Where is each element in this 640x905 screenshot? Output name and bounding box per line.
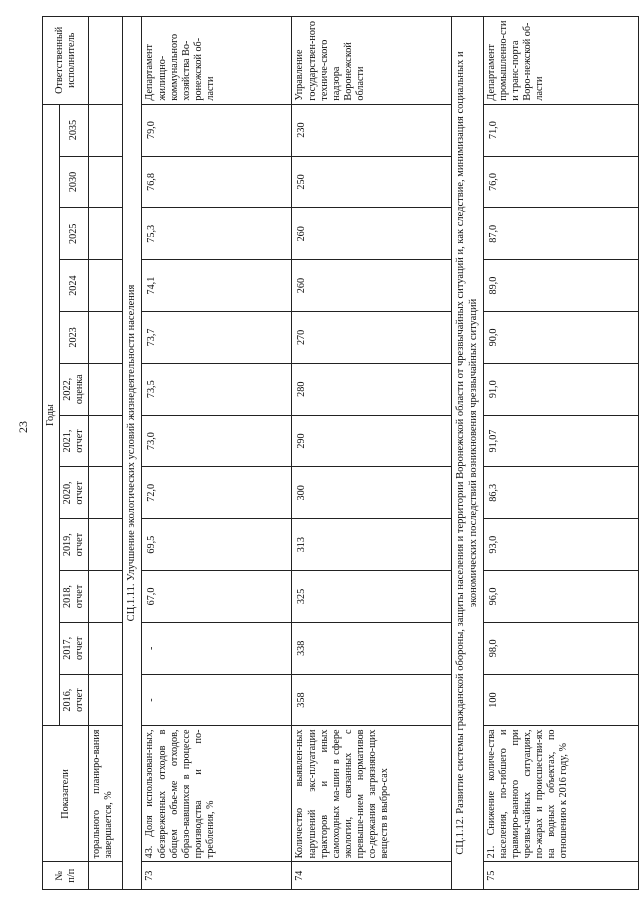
row-value xyxy=(89,156,123,208)
header-year: 2019, отчет xyxy=(60,518,89,570)
row-value: 358 xyxy=(292,674,452,726)
row-number: 75 xyxy=(484,861,639,889)
row-value: 280 xyxy=(292,363,452,415)
row-indicator: Количество выявлен-ных нарушений экс-плуатации тракторов и иных самоходных ма-шин в сфере экологии, связанных с превыше-нием нормативов со-держания загрязняю-щих веществ в выбро-сах xyxy=(292,726,452,862)
row-value: 76,0 xyxy=(484,156,639,208)
row-value xyxy=(89,466,123,518)
header-years-group: Годы xyxy=(43,104,60,726)
row-value: 91,07 xyxy=(484,415,639,467)
header-year: 2030 xyxy=(60,156,89,208)
row-number xyxy=(89,861,123,889)
row-value xyxy=(89,259,123,311)
row-value: 313 xyxy=(292,518,452,570)
row-value: - xyxy=(142,622,292,674)
row-number: 73 xyxy=(142,861,292,889)
row-value: 90,0 xyxy=(484,311,639,363)
row-value: 69,5 xyxy=(142,518,292,570)
rotated-table-page xyxy=(42,16,598,890)
row-value: 91,0 xyxy=(484,363,639,415)
row-value: 72,0 xyxy=(142,466,292,518)
row-value: 300 xyxy=(292,466,452,518)
header-year: 2017, отчет xyxy=(60,622,89,674)
row-value xyxy=(89,207,123,259)
header-year: 2025 xyxy=(60,207,89,259)
row-responsible: Управление государствен-ного техниче-ского надзора Воронежской области xyxy=(292,16,452,104)
row-value: 325 xyxy=(292,570,452,622)
row-value: 73,7 xyxy=(142,311,292,363)
header-year: 2016, отчет xyxy=(60,674,89,726)
section-row xyxy=(452,16,484,889)
row-value: - xyxy=(142,674,292,726)
row-value: 98,0 xyxy=(484,622,639,674)
row-number: 74 xyxy=(292,861,452,889)
row-value: 89,0 xyxy=(484,259,639,311)
row-value: 73,0 xyxy=(142,415,292,467)
row-value: 73,5 xyxy=(142,363,292,415)
row-value: 338 xyxy=(292,622,452,674)
row-value: 100 xyxy=(484,674,639,726)
header-year: 2024 xyxy=(60,259,89,311)
header-year: 2018, отчет xyxy=(60,570,89,622)
row-value: 290 xyxy=(292,415,452,467)
row-indicator: торального планиро-вания завершается, % xyxy=(89,726,123,862)
page-number: 23 xyxy=(16,421,30,433)
table-row xyxy=(142,16,292,889)
row-value: 79,0 xyxy=(142,104,292,156)
table-body xyxy=(89,16,639,889)
row-value xyxy=(89,518,123,570)
row-value: 71,0 xyxy=(484,104,639,156)
row-responsible xyxy=(89,16,123,104)
table-row xyxy=(292,16,452,889)
row-value: 86,3 xyxy=(484,466,639,518)
header-responsible: Ответственный исполнитель xyxy=(43,16,89,104)
table-row xyxy=(484,16,639,889)
row-value xyxy=(89,415,123,467)
row-value: 75,3 xyxy=(142,207,292,259)
row-value: 260 xyxy=(292,259,452,311)
row-value xyxy=(89,104,123,156)
row-value: 260 xyxy=(292,207,452,259)
row-value: 270 xyxy=(292,311,452,363)
row-value: 87,0 xyxy=(484,207,639,259)
row-value xyxy=(89,674,123,726)
row-value xyxy=(89,622,123,674)
row-value xyxy=(89,311,123,363)
indicators-table xyxy=(42,16,639,890)
header-year: 2021, отчет xyxy=(60,415,89,467)
header-indicators: Показатели xyxy=(43,726,89,862)
row-indicator: 43. Доля использован-ных, обезвреженных отходов в общем объе-ме отходов, образо-вавшихся в процессе производства и по-требления, % xyxy=(142,726,292,862)
row-responsible: Департамент промышленно-сти и транс-порта Воро-нежской об-ласти xyxy=(484,16,639,104)
row-value: 93,0 xyxy=(484,518,639,570)
header-year: 2022, оценка xyxy=(60,363,89,415)
section-title: СЦ.1.11. Улучшение экологических условий жизнедеятельности населения xyxy=(123,16,142,889)
row-responsible: Департамент жилищно-коммунального хозяйства Во-ронежской об-ласти xyxy=(142,16,292,104)
row-indicator: 21. Снижение количе-ства населения, по-гибшего и травмиро-ванного при чрезвы-чайных ситуациях, по-жарах и происшестви-ях на водных объектах, по отношению к 2016 году, % xyxy=(484,726,639,862)
table-row xyxy=(89,16,123,889)
section-row xyxy=(123,16,142,889)
row-value: 67,0 xyxy=(142,570,292,622)
header-no: № п/п xyxy=(43,861,89,889)
header-year: 2023 xyxy=(60,311,89,363)
row-value: 250 xyxy=(292,156,452,208)
row-value xyxy=(89,570,123,622)
header-year: 2020, отчет xyxy=(60,466,89,518)
section-title: СЦ.1.12. Развитие системы гражданской обороны, защиты населения и территории Воронежской области от чрезвычайных ситуаций и, как следствие, минимизация социальных и экономических последствий возникновения чрезвычайных ситуаций xyxy=(452,16,484,889)
row-value xyxy=(89,363,123,415)
row-value: 96,0 xyxy=(484,570,639,622)
row-value: 74,1 xyxy=(142,259,292,311)
row-value: 230 xyxy=(292,104,452,156)
row-value: 76,8 xyxy=(142,156,292,208)
header-year: 2035 xyxy=(60,104,89,156)
